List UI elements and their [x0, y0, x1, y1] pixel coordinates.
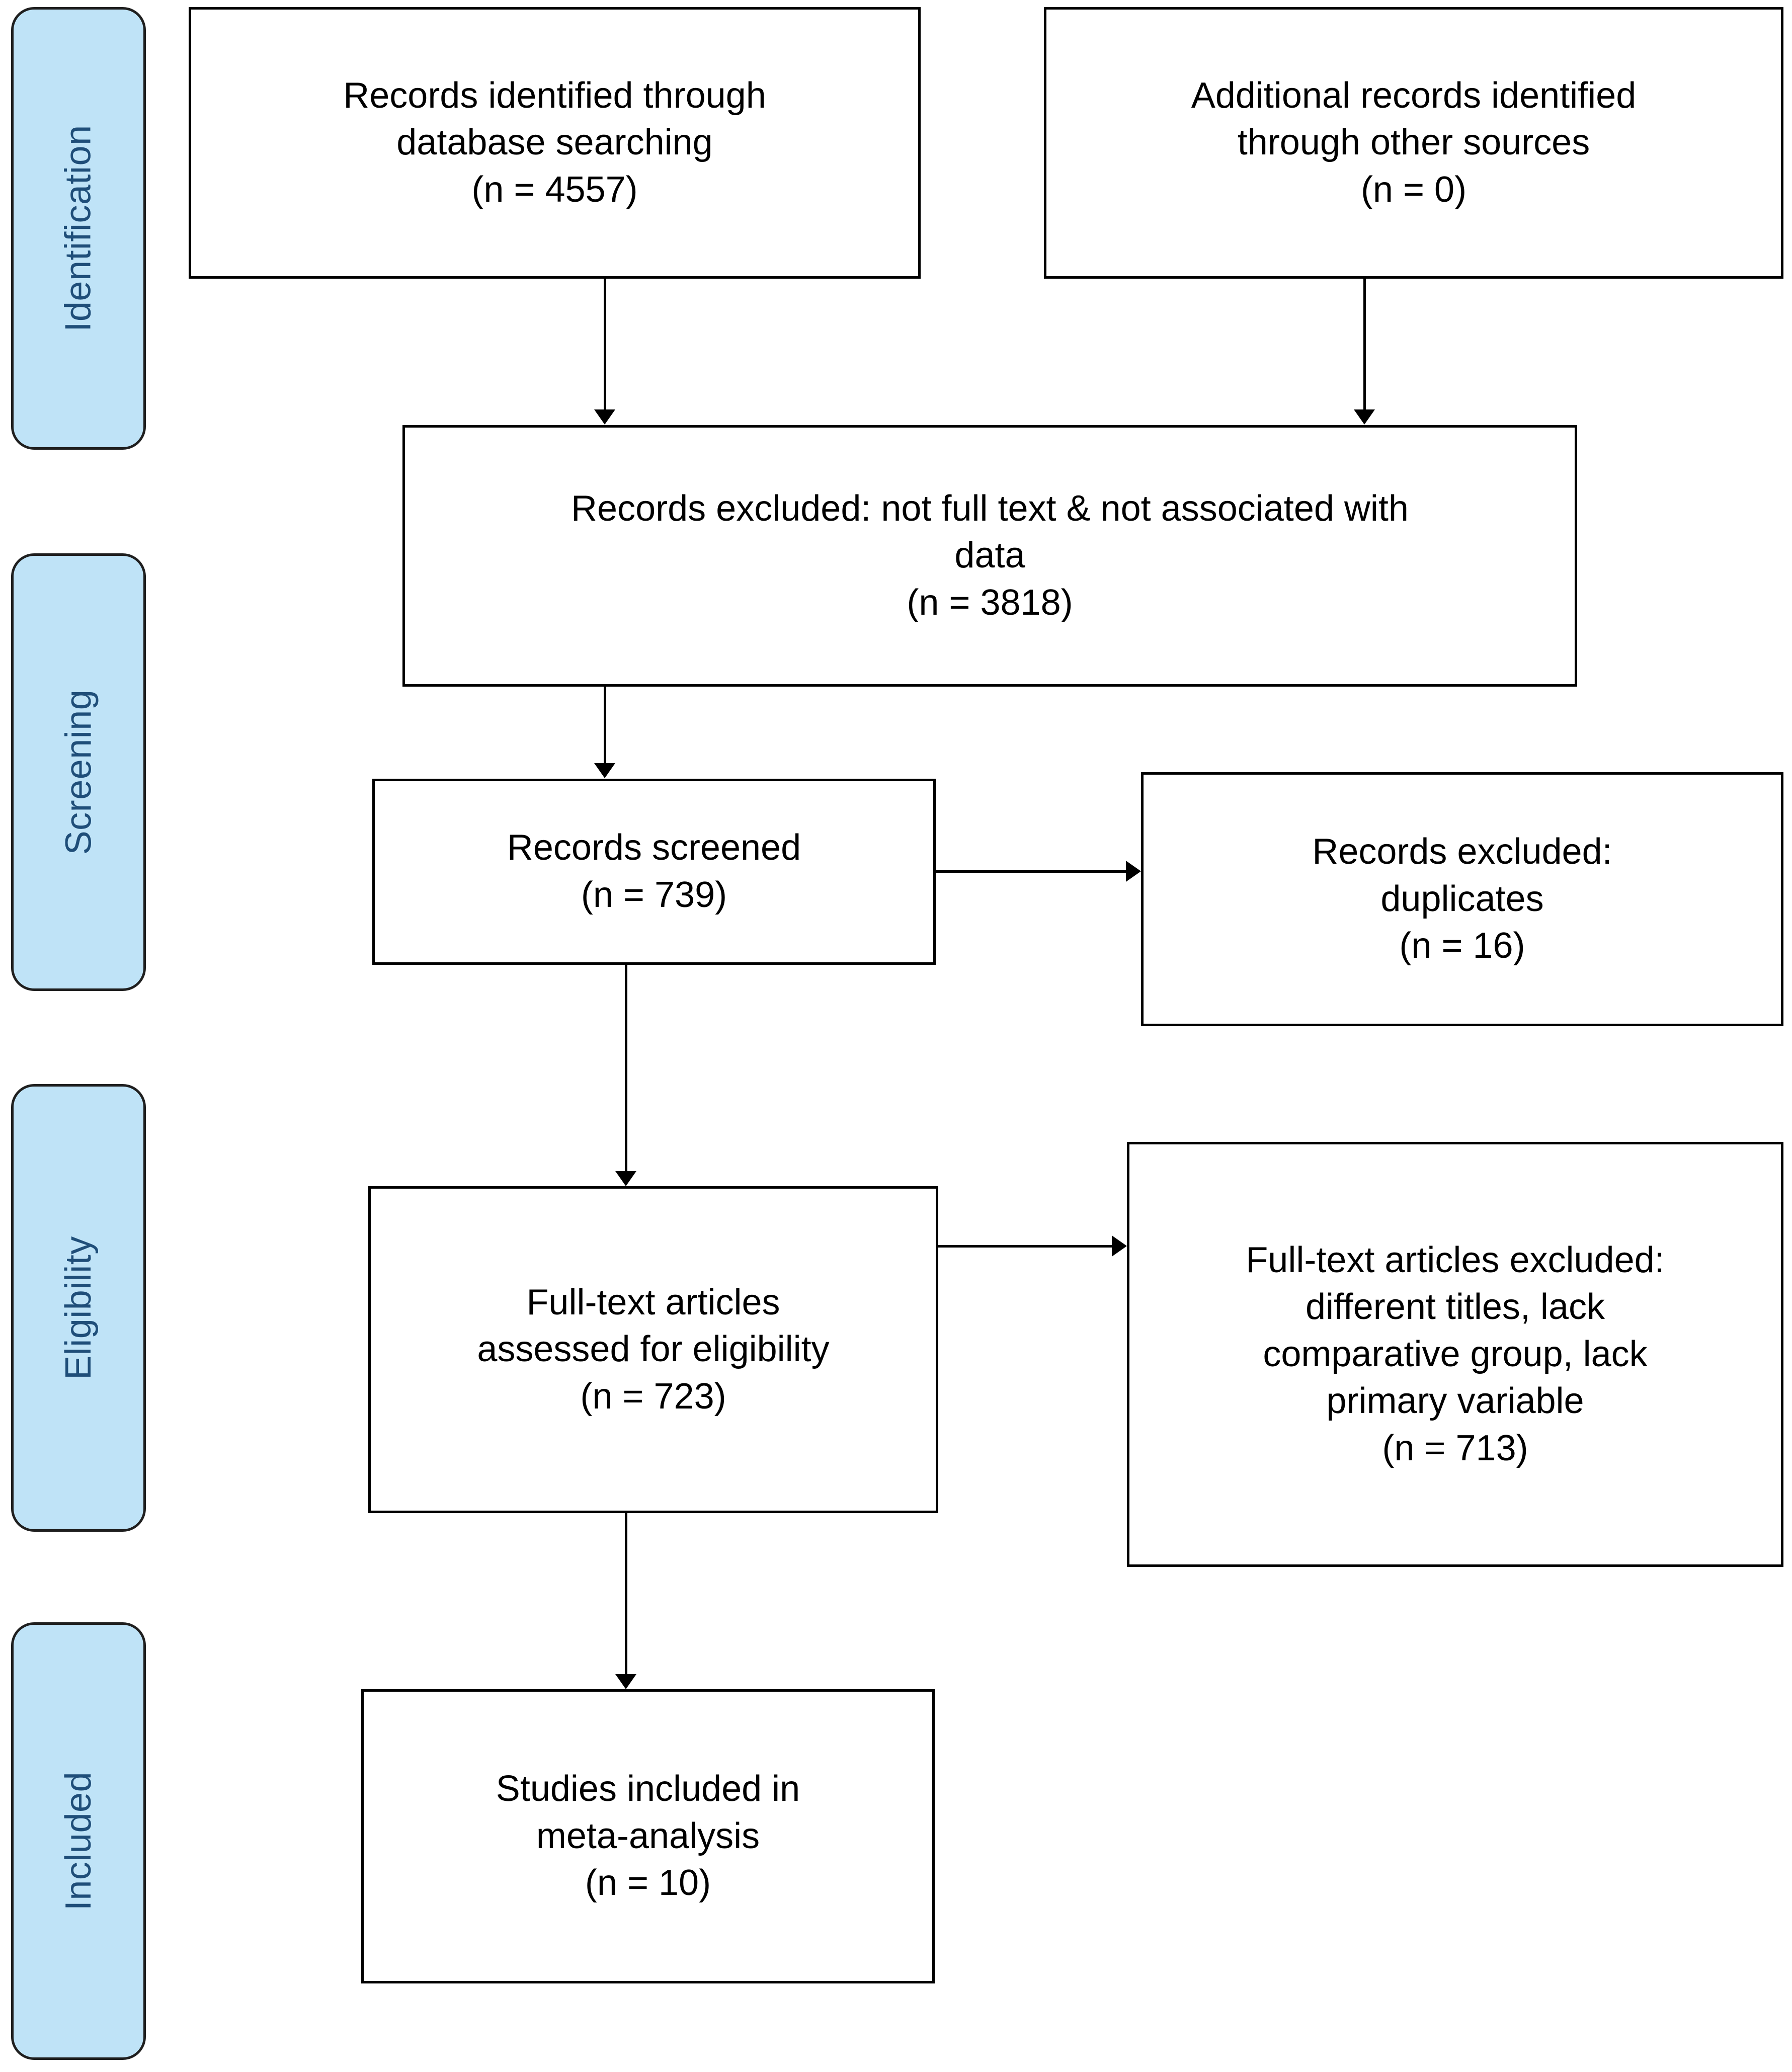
box-line: data [954, 535, 1025, 576]
box-line: (n = 0) [1360, 169, 1467, 210]
box-line: (n = 16) [1399, 926, 1525, 966]
box-line: assessed for eligibility [477, 1329, 830, 1370]
box-line: duplicates [1380, 878, 1544, 919]
box-line: Additional records identified [1191, 75, 1637, 116]
box-line: (n = 10) [585, 1863, 711, 1903]
stage-label-included-text: Included [58, 1771, 99, 1911]
arrow-database-to-excluded [594, 279, 616, 425]
box-records-excluded-not-full-text [402, 425, 1577, 687]
box-line: (n = 723) [580, 1376, 726, 1417]
box-line: Records identified through [343, 75, 766, 116]
box-fulltext-assessed-eligibility [368, 1186, 938, 1513]
box-line: primary variable [1326, 1381, 1584, 1422]
box-line: Records excluded: not full text & not associated with [571, 488, 1409, 529]
arrow-screened-to-duplicates [936, 860, 1141, 882]
box-studies-included-meta-analysis [361, 1689, 935, 1983]
box-line: (n = 3818) [907, 582, 1073, 623]
box-records-identified-database [189, 7, 921, 279]
box-line: (n = 4557) [471, 169, 638, 210]
stage-label-identification-text: Identification [58, 125, 99, 332]
stage-label-screening-text: Screening [58, 689, 99, 855]
box-line: Records screened [507, 827, 801, 868]
arrow-other-sources-to-excluded [1353, 279, 1375, 425]
stage-label-eligibility [11, 1084, 146, 1532]
box-line: (n = 713) [1382, 1428, 1528, 1468]
stage-label-screening [11, 553, 146, 991]
box-line: through other sources [1237, 122, 1590, 163]
box-line: Full-text articles [526, 1282, 780, 1322]
box-additional-records-other-sources [1044, 7, 1783, 279]
box-line: different titles, lack [1306, 1287, 1605, 1328]
box-line: Studies included in [496, 1769, 800, 1809]
stage-label-included [11, 1622, 146, 2060]
arrow-fulltext-to-excluded [938, 1235, 1127, 1257]
box-line: Full-text articles excluded: [1246, 1239, 1665, 1280]
box-line: Records excluded: [1312, 832, 1612, 872]
arrow-screened-to-fulltext [615, 965, 637, 1186]
box-line: (n = 739) [581, 875, 727, 915]
arrow-excluded-to-screened [594, 687, 616, 778]
box-records-excluded-duplicates [1141, 772, 1783, 1026]
box-line: meta-analysis [536, 1815, 760, 1856]
stage-label-eligibility-text: Eligibility [58, 1236, 99, 1380]
box-records-screened [372, 779, 936, 965]
box-fulltext-excluded-reasons [1127, 1142, 1783, 1567]
box-line: database searching [396, 122, 713, 163]
box-line: comparative group, lack [1263, 1334, 1648, 1374]
arrow-fulltext-to-included [615, 1513, 637, 1689]
stage-label-identification [11, 7, 146, 450]
